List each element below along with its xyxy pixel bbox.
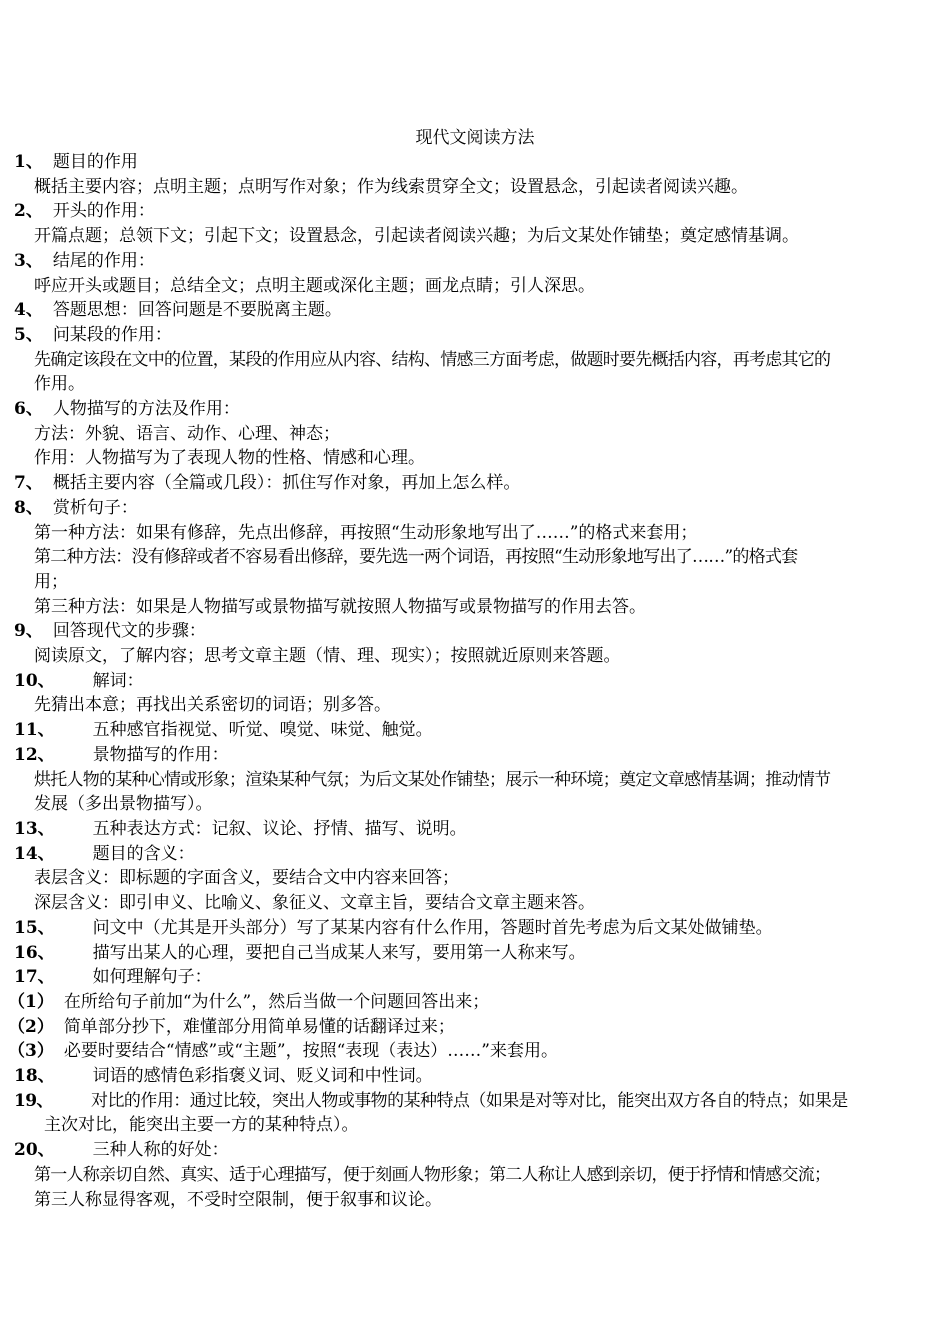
section-heading-text: 三种人称的好处：	[92, 1140, 229, 1161]
sub-item-text: 必要时要结合“情感”或“主题”，按照“表现（表达）……”来套用。	[63, 1041, 558, 1062]
section-heading	[14, 1064, 936, 1089]
body-line-text: 方法：外貌、语言、动作、心理、神态；	[34, 423, 340, 444]
section-heading	[14, 743, 936, 768]
body-line-text: 第一种方法：如果有修辞，先点出修辞，再按照“生动形象地写出了……”的格式来套用；	[34, 522, 698, 543]
body-line-text: 第三种方法：如果是人物描写或景物描写就按照人物描写或景物描写的作用去答。	[34, 596, 646, 617]
body-line-text: 第三人称显得客观，不受时空限制，便于叙事和议论。	[34, 1189, 442, 1210]
body-line	[14, 274, 936, 299]
section-heading-text: 景物描写的作用：	[92, 744, 229, 765]
section-heading-text: 对比的作用：通过比较，突出人物或事物的某种特点（如果是对等对比，能突出双方各自的特点；如果是	[91, 1090, 848, 1111]
body-line-text: 先猜出本意；再找出关系密切的词语；别多答。	[34, 695, 391, 716]
section-heading-text: 题目的含义：	[92, 843, 195, 864]
section-heading	[14, 1089, 936, 1114]
section-number: 1、	[14, 152, 43, 172]
section-heading	[14, 150, 936, 175]
sub-item	[8, 1015, 936, 1040]
section-heading	[14, 323, 936, 348]
section-heading	[14, 965, 936, 990]
sub-item	[8, 990, 936, 1015]
body-line-text: 第一人称亲切自然、真实、适于心理描写，便于刻画人物形象；第二人称让人感到亲切，便于抒情和情感交流；	[34, 1164, 831, 1185]
section-number: 17、	[14, 967, 55, 988]
section-number: 2、	[14, 201, 43, 222]
section-heading-text: 问文中（尤其是开头部分）写了某某内容有什么作用，答题时首先考虑为后文某处做铺垫。	[92, 917, 773, 938]
section-heading	[14, 916, 936, 941]
body-line-text: 烘托人物的某种心情或形象；渲染某种气氛；为后文某处作铺垫；展示一种环境；奠定文章感情基调；推动情节	[34, 769, 831, 790]
section-number: 9、	[14, 621, 43, 642]
section-heading	[14, 1138, 936, 1163]
body-line	[14, 570, 936, 595]
section-number: 16、	[14, 942, 55, 963]
section-heading	[14, 471, 936, 496]
section-heading-text: 开头的作用：	[52, 201, 155, 222]
body-line-text: 第二种方法：没有修辞或者不容易看出修辞，要先选一两个词语，再按照“生动形象地写出了……”的格式套	[34, 547, 798, 568]
body-line-text: 发展（多出景物描写）。	[34, 794, 213, 815]
section-heading-text: 如何理解句子：	[92, 967, 212, 988]
body-line-text: 开篇点题；总领下文；引起下文；设置悬念，引起读者阅读兴趣；为后文某处作铺垫；奠定感情基调。	[34, 226, 799, 247]
section-number: 4、	[14, 300, 43, 321]
body-line	[14, 891, 936, 916]
body-line	[14, 521, 936, 546]
section-heading	[14, 817, 936, 842]
body-line-text: 呼应开头或题目；总结全文；点明主题或深化主题；画龙点睛；引人深思。	[34, 275, 595, 296]
section-heading-text: 题目的作用	[52, 152, 138, 172]
body-line	[14, 792, 936, 817]
section-number: 11、	[14, 720, 55, 741]
section-heading	[14, 669, 936, 694]
body-line-text: 用；	[34, 571, 68, 592]
body-line-text: 作用。	[34, 374, 85, 395]
body-line-text: 概括主要内容；点明主题；点明写作对象；作为线索贯穿全文；设置悬念，引起读者阅读兴趣。	[34, 176, 748, 197]
body-line	[14, 644, 936, 669]
body-line	[14, 224, 936, 249]
section-number: 13、	[14, 818, 55, 839]
body-line-text: 表层含义：即标题的字面含义，要结合文中内容来回答；	[34, 868, 459, 889]
section-heading	[14, 718, 936, 743]
body-line	[14, 768, 936, 793]
sub-item-text: 在所给句子前加“为什么”，然后当做一个问题回答出来；	[63, 991, 490, 1012]
body-line	[14, 866, 936, 891]
body-line	[14, 175, 936, 200]
section-number: 12、	[14, 744, 55, 765]
section-heading-text: 概括主要内容（全篇或几段）：抓住写作对象，再加上怎么样。	[52, 473, 521, 494]
body-line	[14, 1188, 936, 1213]
body-line	[14, 1113, 936, 1138]
body-line	[14, 693, 936, 718]
body-line-text: 深层含义：即引申义、比喻义、象征义、文章主旨，要结合文章主题来答。	[34, 893, 595, 914]
section-heading-text: 赏析句子：	[52, 497, 138, 518]
section-heading	[14, 496, 936, 521]
section-heading	[14, 397, 936, 422]
body-line	[14, 595, 936, 620]
section-heading-text: 结尾的作用：	[52, 250, 155, 271]
section-heading	[14, 619, 936, 644]
section-number: 5、	[14, 324, 43, 345]
section-heading-text: 回答现代文的步骤：	[52, 621, 206, 642]
page-title: 现代文阅读方法	[415, 128, 535, 148]
section-heading-text: 词语的感情色彩指褒义词、贬义词和中性词。	[92, 1066, 433, 1087]
section-heading-text: 答题思想：回答问题是不要脱离主题。	[52, 300, 342, 321]
section-heading-text: 五种感官指视觉、听觉、嗅觉、味觉、触觉。	[92, 720, 433, 741]
body-line	[14, 1163, 936, 1188]
section-heading	[14, 249, 936, 274]
sub-item-text: 简单部分抄下，难懂部分用简单易懂的话翻译过来；	[63, 1016, 455, 1037]
sub-item-number: （2）	[8, 1016, 54, 1037]
section-heading-text: 五种表达方式：记叙、议论、抒情、描写、说明。	[92, 818, 467, 839]
section-number: 15、	[14, 917, 55, 938]
section-heading-text: 问某段的作用：	[52, 324, 172, 345]
section-number: 20、	[14, 1140, 55, 1161]
section-heading	[14, 842, 936, 867]
section-number: 18、	[14, 1066, 55, 1087]
body-line	[14, 422, 936, 447]
section-number: 19、	[14, 1090, 54, 1111]
section-number: 7、	[14, 473, 43, 494]
sub-item	[8, 1039, 936, 1064]
document-body	[8, 150, 936, 1212]
section-heading	[14, 941, 936, 966]
section-heading	[14, 199, 936, 224]
section-number: 6、	[14, 399, 43, 420]
body-line	[14, 372, 936, 397]
body-line-text: 阅读原文，了解内容；思考文章主题（情、理、现实）；按照就近原则来答题。	[34, 646, 621, 667]
body-line-text: 作用：人物描写为了表现人物的性格、情感和心理。	[34, 448, 425, 469]
section-heading-text: 解词：	[92, 670, 144, 691]
body-line	[14, 348, 936, 373]
section-heading	[14, 298, 936, 323]
section-heading-text: 描写出某人的心理，要把自己当成某人来写，要用第一人称来写。	[92, 942, 586, 963]
body-line-text: 主次对比，能突出主要一方的某种特点）。	[44, 1115, 359, 1136]
section-number: 14、	[14, 843, 55, 864]
section-number: 8、	[14, 497, 43, 518]
section-number: 10、	[14, 670, 55, 691]
body-line	[14, 545, 936, 570]
sub-item-number: （3）	[8, 1041, 54, 1062]
section-number: 3、	[14, 250, 43, 271]
sub-item-number: （1）	[8, 991, 54, 1012]
body-line-text: 先确定该段在文中的位置，某段的作用应从内容、结构、情感三方面考虑，做题时要先概括内容，再考虑其它的	[34, 349, 831, 370]
section-heading-text: 人物描写的方法及作用：	[52, 399, 240, 420]
body-line	[14, 446, 936, 471]
